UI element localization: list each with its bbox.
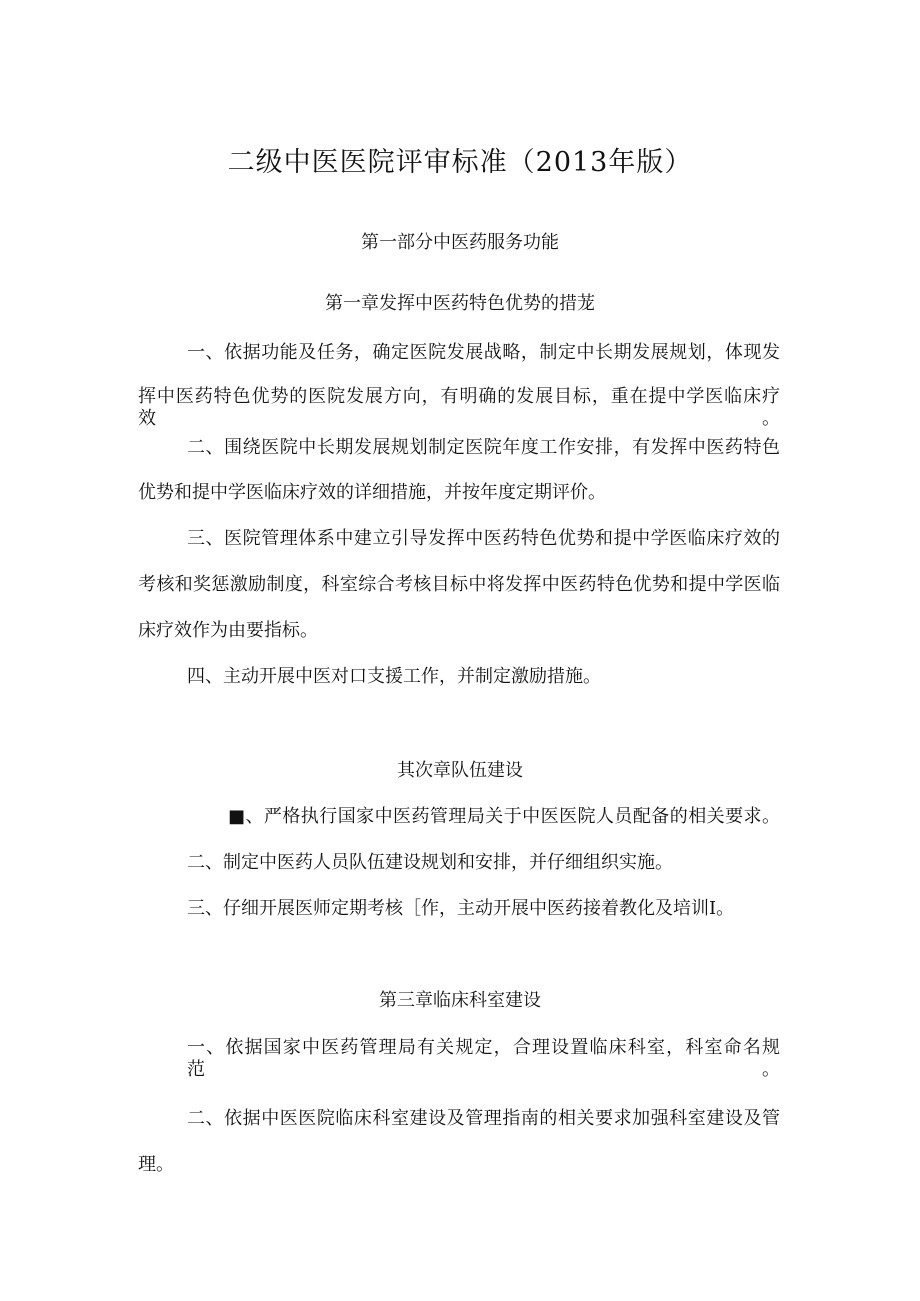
part-heading: 第一部分中医药服务功能 xyxy=(361,232,559,253)
paragraph-line: 三、医院管理体系中建立引导发挥中医药特色优势和提中学医临床疗效的 xyxy=(187,528,780,549)
paragraph-line: 一、依据国家中医药管理局有关规定，合理设置临床科室，科室命名规范。 xyxy=(187,1037,780,1080)
chapter-heading: 其次章队伍建设 xyxy=(397,760,523,781)
paragraph-line: 三、仔细开展医师定期考核［作，主动开展中医药接着教化及培训I。 xyxy=(187,898,735,919)
paragraph-line: 挥中医药特色优势的医院发展方向，有明确的发展目标，重在提中学医临床疗效。 xyxy=(138,386,780,429)
paragraph-line: 床疗效作为由要指标。 xyxy=(138,620,318,641)
paragraph-line: 考核和奖惩激励制度，科室综合考核目标中将发挥中医药特色优势和提中学医临 xyxy=(138,574,780,595)
paragraph-line: 一、依据功能及任务，确定医院发展战略，制定中长期发展规划，体现发 xyxy=(187,342,780,363)
chapter-heading: 第三章临床科室建设 xyxy=(379,990,541,1011)
chapter-heading: 第一章发挥中医药特色优势的措茏 xyxy=(325,293,595,314)
paragraph-line: 四、主动开展中医对口支援工作，并制定激励措施。 xyxy=(187,666,601,687)
paragraph-line: 理。 xyxy=(138,1154,174,1175)
paragraph-line: 二、围绕医院中长期发展规划制定医院年度工作安排，有发挥中医药特色 xyxy=(187,437,780,458)
paragraph-line: 优势和提中学医临床疗效的详细措施，并按年度定期评价。 xyxy=(138,482,606,503)
document-title: 二级中医医院评审标准（2013年版） xyxy=(227,147,693,178)
paragraph-line: 二、依据中医医院临床科室建设及管理指南的相关要求加强科室建设及管 xyxy=(187,1108,780,1129)
paragraph-line: 二、制定中医药人员队伍建设规划和安排，并仔细组织实施。 xyxy=(187,852,673,873)
paragraph-line: ■、严格执行国家中医药管理局关于中医医院人员配备的相关要求。 xyxy=(228,806,780,827)
